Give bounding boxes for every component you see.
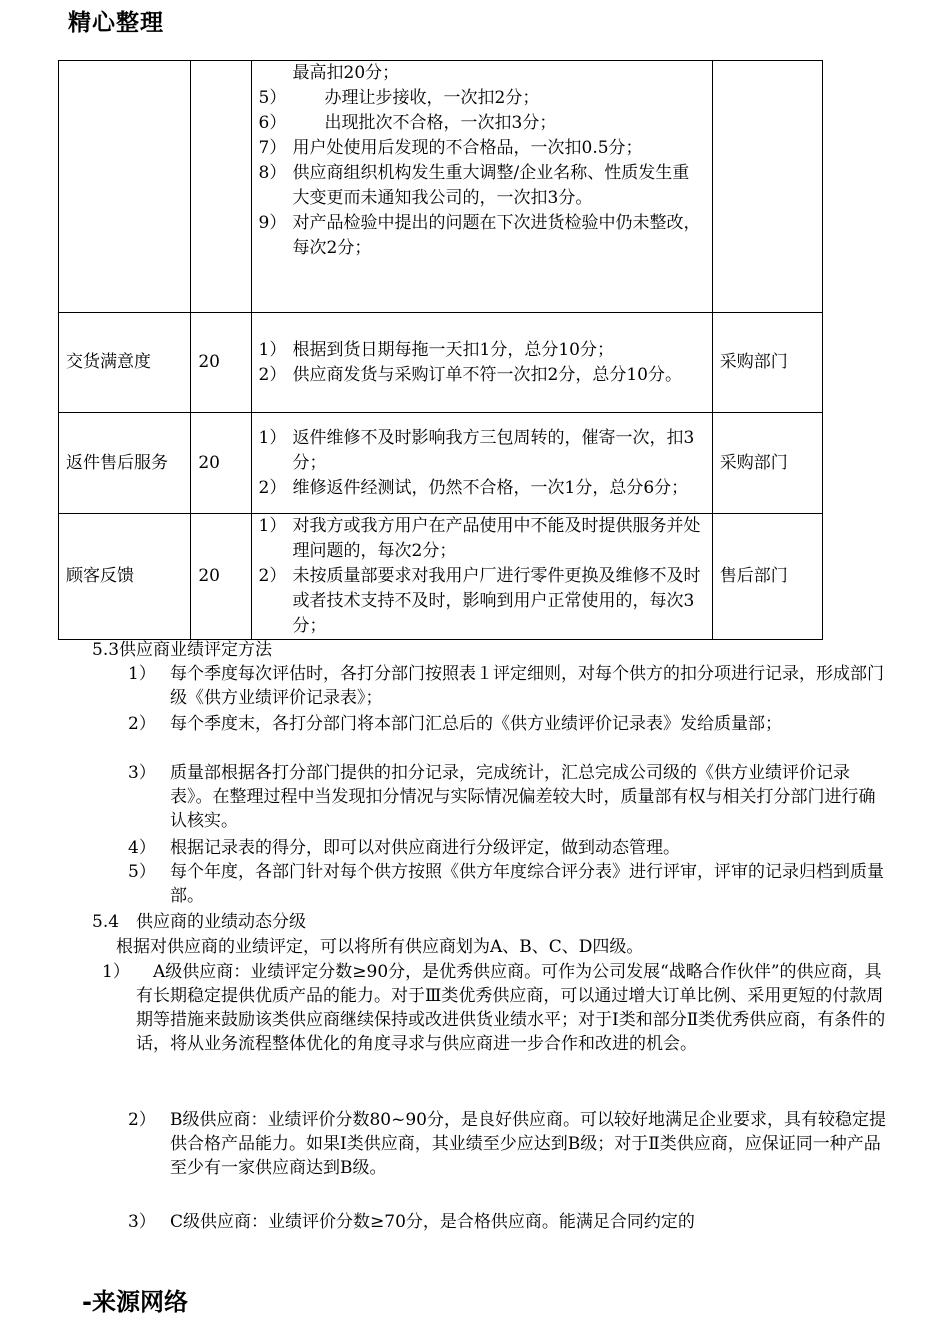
criteria-item: 2） 未按质量部要求对我用户厂进行零件更换及维修不及时或者技术支持不及时，影响到用户正常使用的，每次3分； (258, 566, 701, 636)
criteria-item: 1） 对我方或我方用户在产品使用中不能及时提供服务并处理问题的，每次2分； (258, 516, 701, 561)
dept-cell: 采购部门 (712, 413, 822, 514)
section-53-heading: 5.3供应商业绩评定方法 (92, 640, 273, 660)
criteria-item: 5） 办理让步接收，一次扣2分； (258, 88, 540, 108)
item-cell: 交货满意度 (59, 313, 191, 413)
list-item: 4） 根据记录表的得分，即可以对供应商进行分级评定，做到动态管理。 (128, 838, 680, 858)
item-cell: 顾客反馈 (59, 514, 191, 640)
section-54-intro: 根据对供应商的业绩评定，可以将所有供应商划为A、B、C、D四级。 (116, 937, 644, 957)
score-cell: 20 (191, 313, 251, 413)
list-item: 1） 每个季度每次评估时，各打分部门按照表１评定细则，对每个供方的扣分项进行记录，形成部门级《供方业绩评价记录表》； (128, 664, 884, 708)
criteria-cell (251, 514, 712, 640)
list-item: 1） A级供应商：业绩评定分数≥90分，是优秀供应商。可作为公司发展“战略合作伙伴”的供应商，具有长期稳定提供优质产品的能力。对于Ⅲ类优秀供应商，可以通过增大订单比例、采用更短的付款周期等措施来鼓励该类供应商继续保持或改进供货业绩水平；对于Ⅰ类和部分Ⅱ类优秀供应商，有条件的话，将从业务流程整体优化的角度寻求与供应商进一步合作和改进的机会。 (102, 962, 886, 1054)
score-cell: 20 (191, 514, 251, 640)
criteria-cell (251, 313, 712, 413)
criteria-item: 1） 返件维修不及时影响我方三包周转的，催寄一次，扣3分； (258, 427, 695, 473)
dept-cell: 售后部门 (712, 514, 822, 640)
page-header: 精心整理 (68, 10, 164, 36)
evaluation-table (58, 60, 823, 640)
list-item: 3） 质量部根据各打分部门提供的扣分记录，完成统计，汇总完成公司级的《供方业绩评价记录表》。在整理过程中当发现扣分情况与实际情况偏差较大时，质量部有权与相关打分部门进行确认核实。 (128, 763, 876, 831)
criteria-item: 6） 出现批次不合格，一次扣3分； (258, 113, 557, 133)
criteria-item: 7） 用户处使用后发现的不合格品，一次扣0.5分； (258, 138, 643, 158)
criteria-item: 9） 对产品检验中提出的问题在下次进货检验中仍未整改，每次2分； (258, 213, 701, 258)
table-row (59, 413, 823, 514)
criteria-cell (251, 61, 712, 313)
list-item: 2） B级供应商：业绩评价分数80~90分，是良好供应商。可以较好地满足企业要求，具有较稳定提供合格产品能力。如果Ⅰ类供应商，其业绩至少应达到B级；对于Ⅱ类供应商，应保证同一种产品至少有一家供应商达到B级。 (128, 1110, 886, 1178)
criteria-item: 2） 维修返件经测试，仍然不合格，一次1分，总分6分； (258, 477, 689, 498)
table-row (59, 313, 823, 413)
list-item: 5） 每个年度，各部门针对每个供方按照《供方年度综合评分表》进行评审，评审的记录归档到质量部。 (128, 862, 884, 906)
table-row (59, 61, 823, 313)
score-cell: 20 (191, 413, 251, 514)
criteria-item: 最高扣20分； (292, 63, 400, 83)
table-row (59, 514, 823, 640)
dept-cell: 采购部门 (712, 313, 822, 413)
list-item: 2） 每个季度末，各打分部门将本部门汇总后的《供方业绩评价记录表》发给质量部； (128, 714, 782, 734)
dept-cell (712, 61, 822, 313)
list-item: 3） C级供应商：业绩评价分数≥70分，是合格供应商。能满足合同约定的 (128, 1212, 695, 1232)
criteria-cell (251, 413, 712, 514)
score-cell (191, 61, 251, 313)
item-cell: 返件售后服务 (59, 413, 191, 514)
section-54-heading: 5.4 供应商的业绩动态分级 (92, 912, 307, 932)
item-cell (59, 61, 191, 313)
criteria-item: 8） 供应商组织机构发生重大调整/企业名称、性质发生重大变更而未通知我公司的，一次扣3分。 (258, 163, 690, 208)
page-footer: -来源网络 (82, 1288, 188, 1316)
criteria-item: 2） 供应商发货与采购订单不符一次扣2分，总分10分。 (258, 364, 682, 385)
criteria-item: 1） 根据到货日期每拖一天扣1分，总分10分； (258, 339, 614, 360)
